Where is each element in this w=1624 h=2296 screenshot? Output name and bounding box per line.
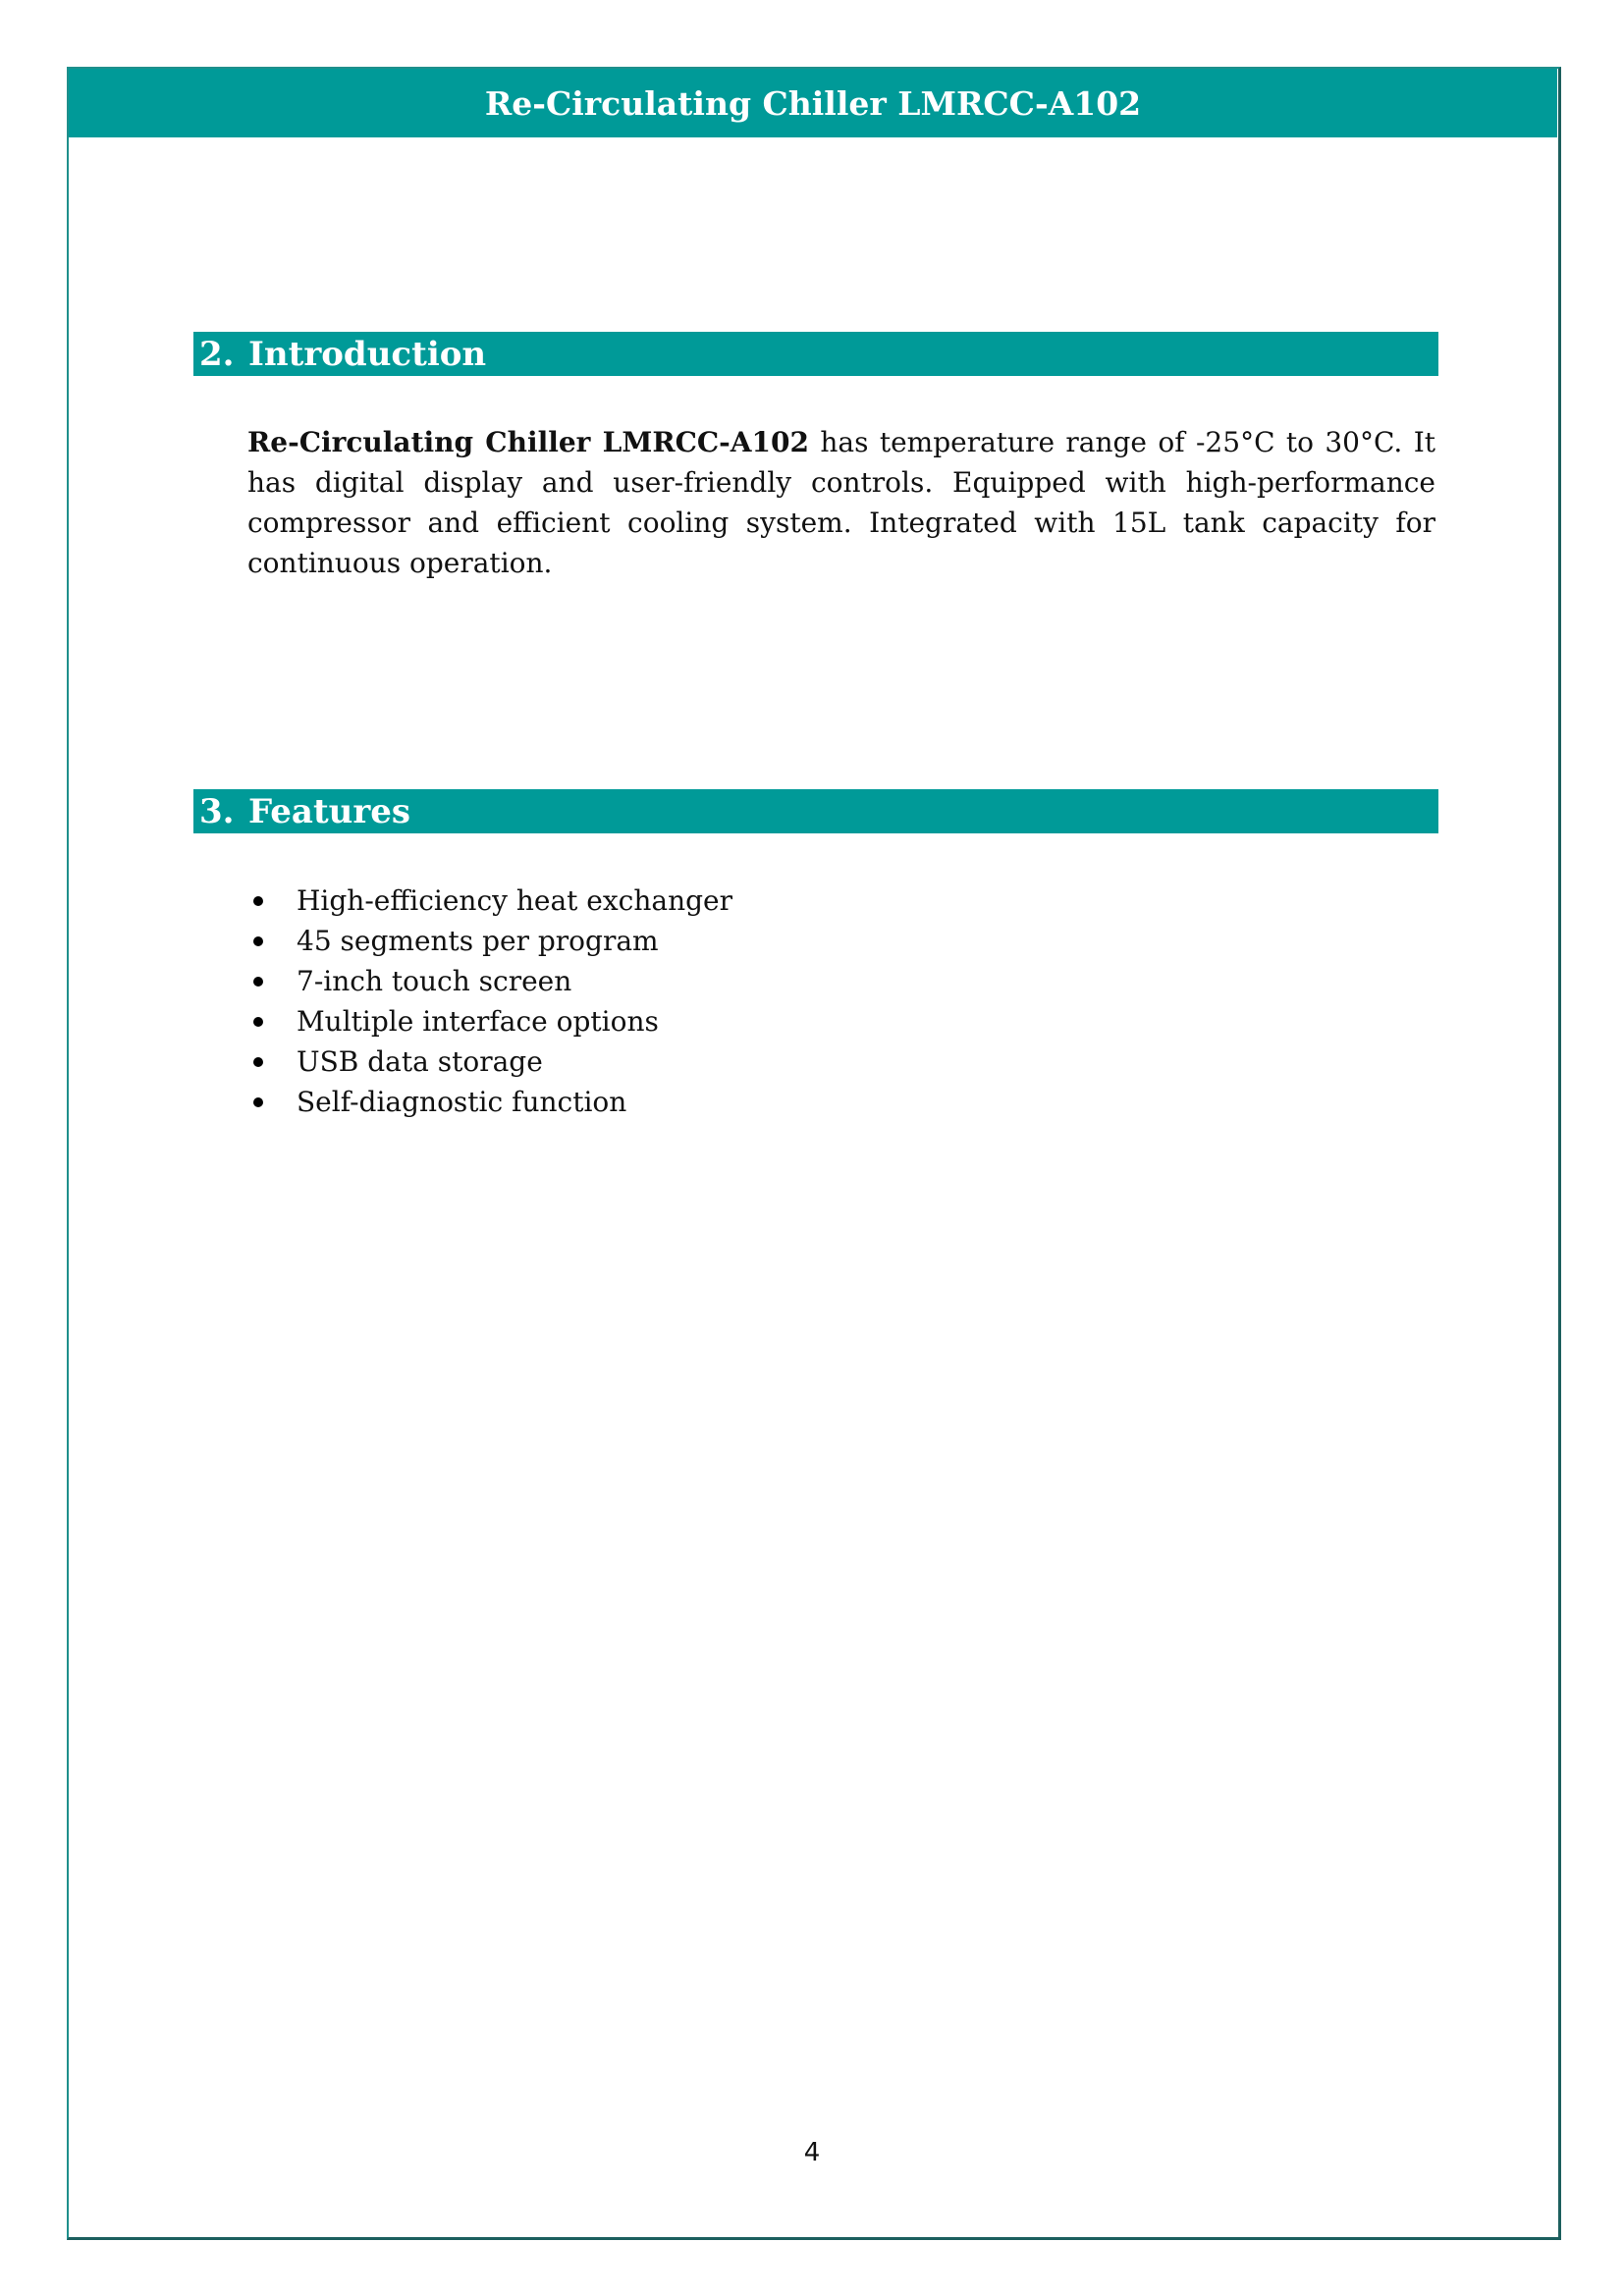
list-item xyxy=(247,961,1131,1001)
list-item xyxy=(247,921,1131,961)
page-border xyxy=(67,67,1561,2240)
document-title xyxy=(69,69,1557,137)
feature-text: 45 segments per program xyxy=(297,925,659,957)
section-heading-introduction xyxy=(193,332,1438,376)
list-item xyxy=(247,881,1131,921)
section-title: Features xyxy=(248,791,411,831)
list-item xyxy=(247,1041,1131,1082)
bullet-icon xyxy=(253,977,263,987)
document-title-text: Re-Circulating Chiller LMRCC-A102 xyxy=(484,83,1142,123)
bullet-icon xyxy=(253,936,263,946)
feature-text: High-efficiency heat exchanger xyxy=(297,884,732,917)
list-item xyxy=(247,1001,1131,1041)
features-list xyxy=(247,881,1131,1122)
introduction-paragraph xyxy=(247,422,1435,583)
feature-text: Multiple interface options xyxy=(297,1005,659,1038)
list-item xyxy=(247,1082,1131,1122)
section-number: 2. xyxy=(199,334,235,374)
section-number: 3. xyxy=(199,791,235,831)
bullet-icon xyxy=(253,896,263,906)
feature-text: 7-inch touch screen xyxy=(297,965,572,997)
bullet-icon xyxy=(253,1057,263,1067)
bullet-icon xyxy=(253,1097,263,1107)
product-name: Re-Circulating Chiller LMRCC-A102 xyxy=(247,426,809,458)
introduction-body: has temperature range of -25°C to 30°C. It has digital display and user-friendly controls. Equipped with high-performance compressor and efficient cooling system. Integrated with 15L tank capacity for continuous operation. xyxy=(247,426,1436,579)
section-heading-features xyxy=(193,789,1438,833)
page-number: 4 xyxy=(803,2138,821,2167)
section-title: Introduction xyxy=(248,334,487,374)
bullet-icon xyxy=(253,1017,263,1027)
feature-text: USB data storage xyxy=(297,1045,543,1078)
feature-text: Self-diagnostic function xyxy=(297,1086,627,1118)
